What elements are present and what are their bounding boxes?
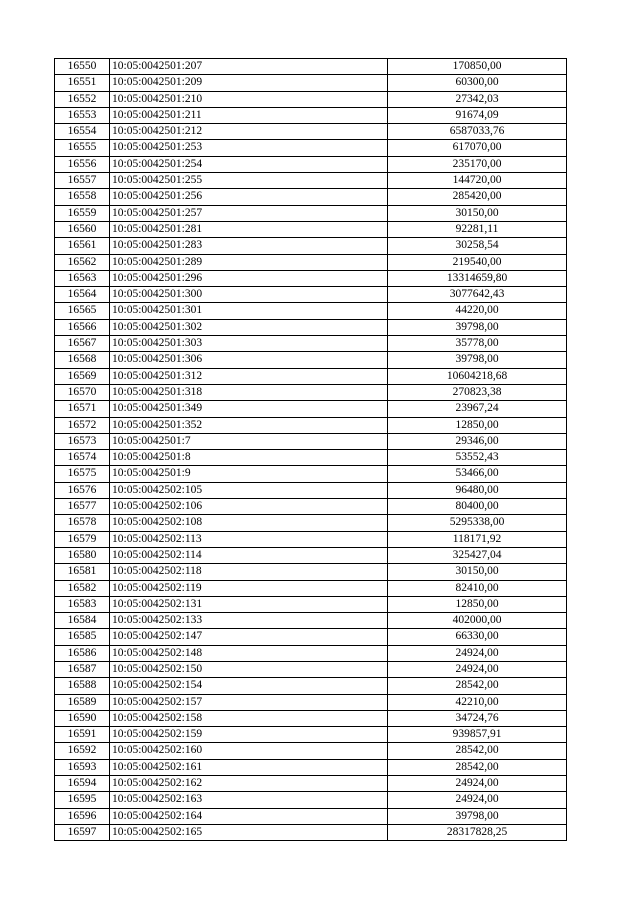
value-cell: 35778,00 [388,336,567,352]
row-number-cell: 16586 [55,645,110,661]
value-cell: 27342,03 [388,91,567,107]
table-row [55,759,567,775]
value-cell: 39798,00 [388,808,567,824]
row-number-cell: 16566 [55,319,110,335]
value-cell: 12850,00 [388,417,567,433]
value-cell: 24924,00 [388,645,567,661]
row-number-cell: 16569 [55,368,110,384]
row-number-cell: 16554 [55,124,110,140]
row-number-cell: 16559 [55,205,110,221]
row-number-cell: 16594 [55,776,110,792]
table-row [55,156,567,172]
table-row [55,59,567,75]
value-cell: 24924,00 [388,661,567,677]
table-row [55,352,567,368]
table-row [55,287,567,303]
row-number-cell: 16572 [55,417,110,433]
value-cell: 44220,00 [388,303,567,319]
value-cell: 24924,00 [388,776,567,792]
cadastral-number-cell: 10:05:0042502:118 [110,564,388,580]
value-cell: 325427,04 [388,547,567,563]
row-number-cell: 16593 [55,759,110,775]
table-row [55,384,567,400]
table-row [55,417,567,433]
value-cell: 30150,00 [388,205,567,221]
value-cell: 92281,11 [388,221,567,237]
row-number-cell: 16578 [55,515,110,531]
value-cell: 285420,00 [388,189,567,205]
cadastral-number-cell: 10:05:0042502:157 [110,694,388,710]
value-cell: 53466,00 [388,466,567,482]
row-number-cell: 16574 [55,450,110,466]
cadastral-number-cell: 10:05:0042501:352 [110,417,388,433]
table-row [55,792,567,808]
value-cell: 144720,00 [388,173,567,189]
value-cell: 39798,00 [388,352,567,368]
table-row [55,580,567,596]
cadastral-number-cell: 10:05:0042502:119 [110,580,388,596]
row-number-cell: 16584 [55,613,110,629]
table-row [55,694,567,710]
cadastral-number-cell: 10:05:0042502:158 [110,710,388,726]
table-row [55,107,567,123]
table-row [55,91,567,107]
table-row [55,189,567,205]
row-number-cell: 16592 [55,743,110,759]
cadastral-number-cell: 10:05:0042501:283 [110,238,388,254]
row-number-cell: 16587 [55,661,110,677]
value-cell: 28542,00 [388,678,567,694]
table-row [55,221,567,237]
value-cell: 10604218,68 [388,368,567,384]
value-cell: 34724,76 [388,710,567,726]
cadastral-number-cell: 10:05:0042501:349 [110,401,388,417]
cadastral-number-cell: 10:05:0042501:211 [110,107,388,123]
cadastral-number-cell: 10:05:0042501:318 [110,384,388,400]
row-number-cell: 16591 [55,727,110,743]
table-row [55,140,567,156]
table-row [55,808,567,824]
table-row [55,75,567,91]
cadastral-number-cell: 10:05:0042502:108 [110,515,388,531]
value-cell: 235170,00 [388,156,567,172]
table-row [55,270,567,286]
row-number-cell: 16553 [55,107,110,123]
cadastral-number-cell: 10:05:0042501:302 [110,319,388,335]
value-cell: 939857,91 [388,727,567,743]
table-row [55,645,567,661]
cadastral-number-cell: 10:05:0042502:163 [110,792,388,808]
value-cell: 91674,09 [388,107,567,123]
cadastral-number-cell: 10:05:0042501:296 [110,270,388,286]
table-row [55,710,567,726]
value-cell: 30258,54 [388,238,567,254]
row-number-cell: 16596 [55,808,110,824]
cadastral-number-cell: 10:05:0042502:113 [110,531,388,547]
row-number-cell: 16579 [55,531,110,547]
value-cell: 6587033,76 [388,124,567,140]
row-number-cell: 16581 [55,564,110,580]
value-cell: 96480,00 [388,482,567,498]
table-row [55,547,567,563]
table-body [55,59,567,841]
table-row [55,303,567,319]
cadastral-number-cell: 10:05:0042502:106 [110,499,388,515]
value-cell: 170850,00 [388,59,567,75]
row-number-cell: 16589 [55,694,110,710]
row-number-cell: 16558 [55,189,110,205]
table-row [55,727,567,743]
table-row [55,743,567,759]
cadastral-number-cell: 10:05:0042502:133 [110,613,388,629]
table-row [55,173,567,189]
table-row [55,319,567,335]
value-cell: 219540,00 [388,254,567,270]
row-number-cell: 16577 [55,499,110,515]
cadastral-number-cell: 10:05:0042501:306 [110,352,388,368]
value-cell: 5295338,00 [388,515,567,531]
table-row [55,368,567,384]
cadastral-number-cell: 10:05:0042501:253 [110,140,388,156]
cadastral-number-cell: 10:05:0042501:207 [110,59,388,75]
row-number-cell: 16570 [55,384,110,400]
row-number-cell: 16582 [55,580,110,596]
cadastral-number-cell: 10:05:0042502:114 [110,547,388,563]
row-number-cell: 16580 [55,547,110,563]
row-number-cell: 16590 [55,710,110,726]
value-cell: 42210,00 [388,694,567,710]
table-row [55,205,567,221]
row-number-cell: 16562 [55,254,110,270]
row-number-cell: 16551 [55,75,110,91]
cadastral-number-cell: 10:05:0042501:210 [110,91,388,107]
value-cell: 13314659,80 [388,270,567,286]
table-row [55,124,567,140]
value-cell: 23967,24 [388,401,567,417]
row-number-cell: 16550 [55,59,110,75]
cadastral-number-cell: 10:05:0042502:154 [110,678,388,694]
value-cell: 53552,43 [388,450,567,466]
row-number-cell: 16561 [55,238,110,254]
table-row [55,433,567,449]
row-number-cell: 16556 [55,156,110,172]
cadastral-number-cell: 10:05:0042502:147 [110,629,388,645]
cadastral-number-cell: 10:05:0042501:209 [110,75,388,91]
cadastral-number-cell: 10:05:0042502:159 [110,727,388,743]
cadastral-number-cell: 10:05:0042501:257 [110,205,388,221]
row-number-cell: 16560 [55,221,110,237]
cadastral-number-cell: 10:05:0042501:9 [110,466,388,482]
value-cell: 118171,92 [388,531,567,547]
row-number-cell: 16564 [55,287,110,303]
cadastral-number-cell: 10:05:0042501:312 [110,368,388,384]
row-number-cell: 16595 [55,792,110,808]
cadastral-number-cell: 10:05:0042502:164 [110,808,388,824]
value-cell: 28317828,25 [388,824,567,840]
cadastral-number-cell: 10:05:0042501:256 [110,189,388,205]
value-cell: 39798,00 [388,319,567,335]
row-number-cell: 16571 [55,401,110,417]
cadastral-number-cell: 10:05:0042502:162 [110,776,388,792]
value-cell: 617070,00 [388,140,567,156]
table-row [55,629,567,645]
value-cell: 82410,00 [388,580,567,596]
cadastral-number-cell: 10:05:0042501:7 [110,433,388,449]
table-row [55,482,567,498]
table-row [55,238,567,254]
table-row [55,401,567,417]
row-number-cell: 16567 [55,336,110,352]
table-row [55,596,567,612]
row-number-cell: 16563 [55,270,110,286]
value-cell: 28542,00 [388,759,567,775]
value-cell: 24924,00 [388,792,567,808]
table-row [55,515,567,531]
table-row [55,499,567,515]
row-number-cell: 16557 [55,173,110,189]
cadastral-number-cell: 10:05:0042501:303 [110,336,388,352]
value-cell: 402000,00 [388,613,567,629]
row-number-cell: 16568 [55,352,110,368]
cadastral-number-cell: 10:05:0042501:8 [110,450,388,466]
value-cell: 12850,00 [388,596,567,612]
cadastral-number-cell: 10:05:0042501:281 [110,221,388,237]
table-row [55,336,567,352]
table-row [55,531,567,547]
row-number-cell: 16575 [55,466,110,482]
value-cell: 66330,00 [388,629,567,645]
value-cell: 30150,00 [388,564,567,580]
cadastral-number-cell: 10:05:0042501:289 [110,254,388,270]
row-number-cell: 16588 [55,678,110,694]
table-row [55,466,567,482]
cadastral-number-cell: 10:05:0042502:165 [110,824,388,840]
value-cell: 80400,00 [388,499,567,515]
row-number-cell: 16555 [55,140,110,156]
value-cell: 29346,00 [388,433,567,449]
cadastral-number-cell: 10:05:0042501:212 [110,124,388,140]
cadastral-number-cell: 10:05:0042501:255 [110,173,388,189]
row-number-cell: 16583 [55,596,110,612]
row-number-cell: 16576 [55,482,110,498]
data-table [54,58,567,841]
cadastral-number-cell: 10:05:0042502:105 [110,482,388,498]
value-cell: 28542,00 [388,743,567,759]
cadastral-number-cell: 10:05:0042502:161 [110,759,388,775]
table-row [55,776,567,792]
cadastral-number-cell: 10:05:0042501:301 [110,303,388,319]
table-row [55,678,567,694]
table-row [55,824,567,840]
cadastral-number-cell: 10:05:0042502:148 [110,645,388,661]
row-number-cell: 16573 [55,433,110,449]
cadastral-number-cell: 10:05:0042501:300 [110,287,388,303]
cadastral-number-cell: 10:05:0042502:160 [110,743,388,759]
value-cell: 270823,38 [388,384,567,400]
cadastral-number-cell: 10:05:0042502:150 [110,661,388,677]
cadastral-number-cell: 10:05:0042502:131 [110,596,388,612]
row-number-cell: 16552 [55,91,110,107]
row-number-cell: 16597 [55,824,110,840]
cadastral-number-cell: 10:05:0042501:254 [110,156,388,172]
value-cell: 3077642,43 [388,287,567,303]
table-row [55,564,567,580]
row-number-cell: 16565 [55,303,110,319]
row-number-cell: 16585 [55,629,110,645]
table-row [55,450,567,466]
table-row [55,661,567,677]
value-cell: 60300,00 [388,75,567,91]
table-row [55,613,567,629]
table-row [55,254,567,270]
